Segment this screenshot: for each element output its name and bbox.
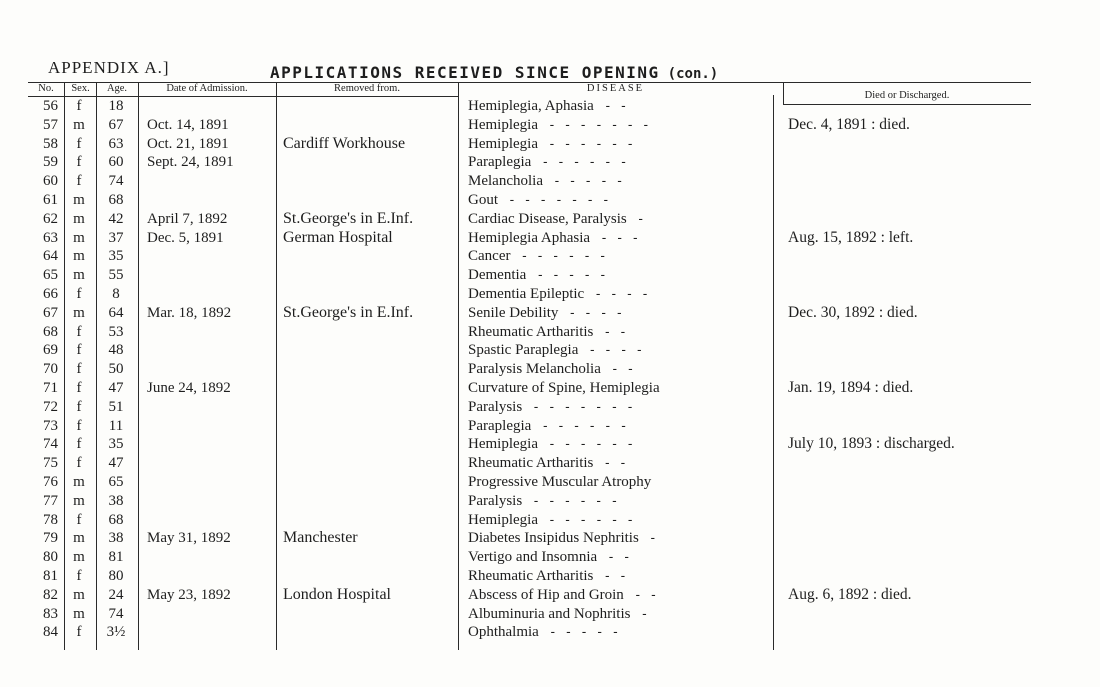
cell-sex: f [76, 398, 82, 415]
cell-no: 78 [43, 511, 58, 528]
disease-text: Hemiplegia [468, 436, 538, 453]
cell-no: 84 [43, 624, 58, 641]
cell-sex: f [76, 361, 82, 378]
cell-no: 76 [43, 474, 58, 490]
disease-text: Diabetes Insipidus Nephritis [468, 530, 639, 547]
cell-disease [468, 360, 634, 379]
cell-no: 73 [43, 417, 58, 434]
table-row [0, 323, 1100, 342]
cell-sex: f [76, 154, 82, 171]
table-row [0, 398, 1100, 417]
leader-dashes: - - - - - - - [508, 193, 610, 208]
cell-sex: f [76, 342, 82, 359]
cell-sex: m [73, 116, 85, 133]
cell-age: 51 [108, 398, 124, 415]
cell-age: 64 [108, 304, 124, 321]
cell-no: 74 [43, 436, 58, 453]
cell-age: 55 [108, 267, 124, 284]
cell-no: 61 [43, 192, 58, 208]
cell-sex: f [76, 511, 82, 528]
disease-text: Vertigo and Insomnia [468, 549, 598, 566]
cell-sex: m [73, 474, 85, 490]
cell-sex: f [76, 380, 82, 396]
disease-text: Hemiplegia Aphasia [468, 229, 591, 246]
table-row [0, 529, 1100, 548]
cell-disease [468, 285, 649, 304]
cell-disease [468, 210, 645, 229]
disease-text: Paralysis [468, 492, 523, 509]
cell-sex: m [73, 267, 85, 284]
cell-disease [468, 172, 623, 191]
disease-text: Rheumatic Artharitis [468, 455, 594, 472]
cell-age: 18 [108, 98, 124, 114]
cell-no: 62 [43, 210, 58, 227]
cell-disease [468, 116, 650, 135]
cell-age: 47 [108, 380, 124, 396]
col-head-died: Died or Discharged. [864, 90, 950, 101]
table-row [0, 473, 1100, 492]
table-row [0, 623, 1100, 642]
cell-date: Dec. 5, 1891 [147, 229, 224, 246]
cell-sex: m [73, 304, 85, 321]
cell-died-or-discharged: Aug. 6, 1892 : died. [788, 585, 912, 603]
col-head-date: Date of Admission. [166, 83, 248, 94]
table-row [0, 229, 1100, 248]
table-row [0, 304, 1100, 323]
cell-died-or-discharged: Dec. 30, 1892 : died. [788, 303, 918, 321]
leader-dashes: - - [633, 587, 658, 603]
title-text: APPLICATIONS RECEIVED SINCE OPENING [270, 63, 660, 82]
cell-disease [468, 454, 627, 473]
table-row [0, 172, 1100, 191]
leader-dashes: - - - - - [548, 625, 620, 641]
disease-text: Dementia Epileptic [468, 286, 585, 302]
cell-disease [468, 473, 661, 492]
disease-text: Hemiplegia [468, 116, 538, 133]
cell-no: 75 [43, 455, 58, 472]
cell-removed-from: Cardiff Workhouse [283, 134, 406, 152]
cell-disease [468, 229, 639, 248]
cell-age: 35 [108, 248, 124, 265]
cell-sex: m [73, 229, 85, 246]
cell-disease [468, 266, 607, 285]
table-row [0, 586, 1100, 605]
cell-sex: f [76, 323, 82, 340]
cell-sex: m [73, 586, 85, 603]
disease-text: Hemiplegia, Aphasia [468, 98, 594, 114]
cell-disease [468, 586, 657, 605]
cell-sex: m [73, 192, 85, 208]
leader-dashes: - - - - - - [520, 249, 607, 265]
cell-sex: f [76, 568, 82, 584]
cell-age: 8 [112, 286, 120, 302]
cell-no: 56 [43, 98, 58, 114]
cell-date: June 24, 1892 [147, 380, 231, 396]
table-row [0, 435, 1100, 454]
cell-sex: m [73, 248, 85, 265]
cell-died-or-discharged: Dec. 4, 1891 : died. [788, 115, 910, 133]
cell-age: 68 [108, 511, 124, 528]
cell-date: Oct. 21, 1891 [147, 135, 229, 152]
cell-no: 58 [43, 135, 58, 152]
cell-date: Sept. 24, 1891 [147, 154, 234, 171]
cell-age: 37 [108, 229, 124, 246]
disease-text: Rheumatic Artharitis [468, 568, 594, 584]
leader-dashes: - [648, 531, 657, 547]
cell-disease [468, 605, 648, 624]
cell-no: 59 [43, 154, 58, 171]
leader-dashes: - [640, 606, 649, 622]
leader-dashes: - - [603, 99, 628, 114]
col-head-no: No. [38, 83, 54, 94]
table-row [0, 135, 1100, 154]
disease-text: Melancholia [468, 173, 543, 190]
cell-removed-from: London Hospital [283, 585, 391, 603]
table-row [0, 511, 1100, 530]
disease-text: Gout [468, 192, 498, 208]
cell-no: 72 [43, 398, 58, 415]
leader-dashes: - - - - - [536, 268, 607, 284]
cell-age: 63 [108, 135, 124, 152]
table-row [0, 417, 1100, 436]
cell-no: 65 [43, 267, 58, 284]
cell-date: Oct. 14, 1891 [147, 116, 229, 133]
cell-no: 77 [43, 492, 58, 509]
appendix-label: APPENDIX A.] [48, 58, 170, 77]
table-row [0, 247, 1100, 266]
table-row [0, 360, 1100, 379]
cell-age: 50 [108, 361, 124, 378]
table-row [0, 379, 1100, 398]
cell-no: 64 [43, 248, 58, 265]
cell-no: 70 [43, 361, 58, 378]
cell-disease [468, 567, 627, 586]
cell-sex: f [76, 417, 82, 434]
leader-dashes: - - - - - [552, 174, 624, 190]
disease-text: Progressive Muscular Atrophy [468, 474, 652, 490]
cell-no: 79 [43, 530, 58, 547]
table-row [0, 341, 1100, 360]
disease-text: Hemiplegia [468, 511, 538, 528]
cell-sex: m [73, 605, 85, 622]
leader-dashes: - - - - [594, 287, 650, 302]
leader-dashes: - [636, 211, 645, 227]
table-row [0, 567, 1100, 586]
leader-dashes: - - - - - - - [547, 117, 650, 133]
cell-no: 57 [43, 116, 58, 133]
cell-removed-from: German Hospital [283, 228, 393, 246]
disease-text: Paralysis [468, 398, 523, 415]
cell-date: May 23, 1892 [147, 586, 231, 603]
disease-text: Albuminuria and Nophritis [468, 605, 631, 622]
cell-no: 63 [43, 229, 58, 246]
disease-text: Cancer [468, 248, 511, 265]
col-head-from: Removed from. [334, 83, 400, 94]
table-row [0, 97, 1100, 116]
disease-text: Rheumatic Artharitis [468, 323, 594, 340]
cell-age: 80 [108, 568, 124, 584]
table-row [0, 285, 1100, 304]
cell-age: 3½ [106, 624, 126, 641]
cell-age: 38 [108, 530, 124, 547]
cell-removed-from: St.George's in E.Inf. [283, 303, 414, 321]
cell-no: 80 [43, 549, 58, 566]
leader-dashes: - - [610, 362, 635, 378]
cell-age: 38 [108, 492, 124, 509]
cell-disease [468, 548, 631, 567]
cell-age: 74 [108, 173, 124, 190]
cell-no: 68 [43, 323, 58, 340]
col-head-sex: Sex. [71, 83, 90, 94]
cell-no: 66 [43, 286, 58, 302]
cell-disease [468, 97, 627, 116]
table-row [0, 492, 1100, 511]
cell-sex: f [76, 98, 82, 114]
cell-disease [468, 304, 623, 323]
cell-age: 65 [108, 474, 124, 490]
disease-text: Abscess of Hip and Groin [468, 586, 624, 603]
disease-text: Paraplegia [468, 417, 532, 434]
table-row [0, 191, 1100, 210]
cell-sex: f [76, 286, 82, 302]
cell-disease [468, 511, 634, 530]
cell-age: 35 [108, 436, 124, 453]
leader-dashes: - - - - - - [541, 418, 628, 434]
col-head-age: Age. [106, 83, 128, 94]
cell-no: 69 [43, 342, 58, 359]
leader-dashes: - - - - - - [541, 155, 628, 171]
cell-died-or-discharged: Jan. 19, 1894 : died. [788, 379, 914, 396]
cell-no: 83 [43, 605, 58, 622]
cell-date: Mar. 18, 1892 [147, 304, 232, 321]
table-row [0, 266, 1100, 285]
leader-dashes: - - - - - - - [532, 399, 634, 415]
cell-disease [468, 398, 634, 417]
table-row [0, 605, 1100, 624]
cell-disease [468, 323, 627, 342]
cell-disease [468, 529, 657, 548]
leader-dashes: - - - - - - [547, 437, 635, 453]
cell-disease [468, 435, 634, 454]
leader-dashes: - - [603, 569, 627, 584]
leader-dashes: - - - - [588, 343, 644, 359]
cell-age: 11 [108, 417, 124, 434]
leader-dashes: - - - [600, 230, 640, 246]
disease-text: Hemiplegia [468, 135, 538, 152]
leader-dashes: - - - - - - [532, 493, 619, 509]
cell-disease [468, 417, 627, 436]
title-cont: (con.) [667, 66, 719, 82]
cell-no: 81 [43, 568, 58, 584]
table-row [0, 210, 1100, 229]
cell-disease [468, 623, 619, 642]
leader-dashes: - - - - [568, 305, 624, 321]
cell-age: 48 [108, 342, 124, 359]
cell-sex: f [76, 436, 82, 453]
cell-removed-from: St.George's in E.Inf. [283, 209, 414, 227]
cell-sex: f [76, 624, 82, 641]
cell-age: 42 [108, 210, 124, 227]
cell-sex: m [73, 210, 85, 227]
cell-sex: m [73, 549, 85, 566]
disease-text: Ophthalmia [468, 624, 539, 641]
leader-dashes: - - [603, 324, 627, 340]
disease-text: Senile Debility [468, 304, 559, 321]
cell-date: May 31, 1892 [147, 530, 231, 547]
cell-disease [468, 247, 607, 266]
cell-sex: f [76, 455, 82, 472]
cell-sex: m [73, 530, 85, 547]
disease-text: Spastic Paraplegia [468, 342, 579, 359]
cell-age: 53 [108, 323, 124, 340]
cell-date: April 7, 1892 [147, 210, 228, 227]
col-head-disease: DISEASE [586, 83, 645, 94]
cell-no: 71 [43, 380, 58, 396]
table-row [0, 454, 1100, 473]
cell-no: 67 [43, 304, 58, 321]
page-title [270, 63, 718, 82]
disease-text: Curvature of Spine, Hemiplegia [468, 380, 660, 396]
cell-sex: f [76, 173, 82, 190]
cell-age: 60 [108, 154, 124, 171]
cell-age: 68 [108, 192, 124, 208]
disease-text: Paraplegia [468, 154, 532, 171]
table-row [0, 153, 1100, 172]
cell-no: 82 [43, 586, 58, 603]
disease-text: Cardiac Disease, Paralysis [468, 210, 627, 227]
cell-age: 81 [108, 549, 124, 566]
leader-dashes: - - - - - - [547, 136, 635, 152]
cell-no: 60 [43, 173, 58, 190]
cell-sex: m [73, 492, 85, 509]
cell-age: 74 [108, 605, 124, 622]
cell-age: 24 [108, 586, 124, 603]
leader-dashes: - - [603, 456, 627, 472]
cell-age: 47 [108, 455, 124, 472]
cell-removed-from: Manchester [283, 529, 358, 547]
leader-dashes: - - [607, 550, 631, 566]
table-row [0, 116, 1100, 135]
cell-disease [468, 492, 618, 511]
cell-disease [468, 191, 610, 210]
disease-text: Dementia [468, 267, 527, 284]
cell-disease [468, 153, 627, 172]
cell-died-or-discharged: July 10, 1893 : discharged. [788, 435, 955, 453]
cell-disease [468, 135, 634, 154]
table-row [0, 548, 1100, 567]
cell-disease [468, 341, 643, 360]
disease-text: Paralysis Melancholia [468, 361, 601, 378]
cell-sex: f [76, 135, 82, 152]
leader-dashes: - - - - - - [547, 512, 635, 528]
cell-died-or-discharged: Aug. 15, 1892 : left. [788, 228, 914, 246]
cell-disease [468, 379, 670, 398]
cell-age: 67 [108, 116, 124, 133]
